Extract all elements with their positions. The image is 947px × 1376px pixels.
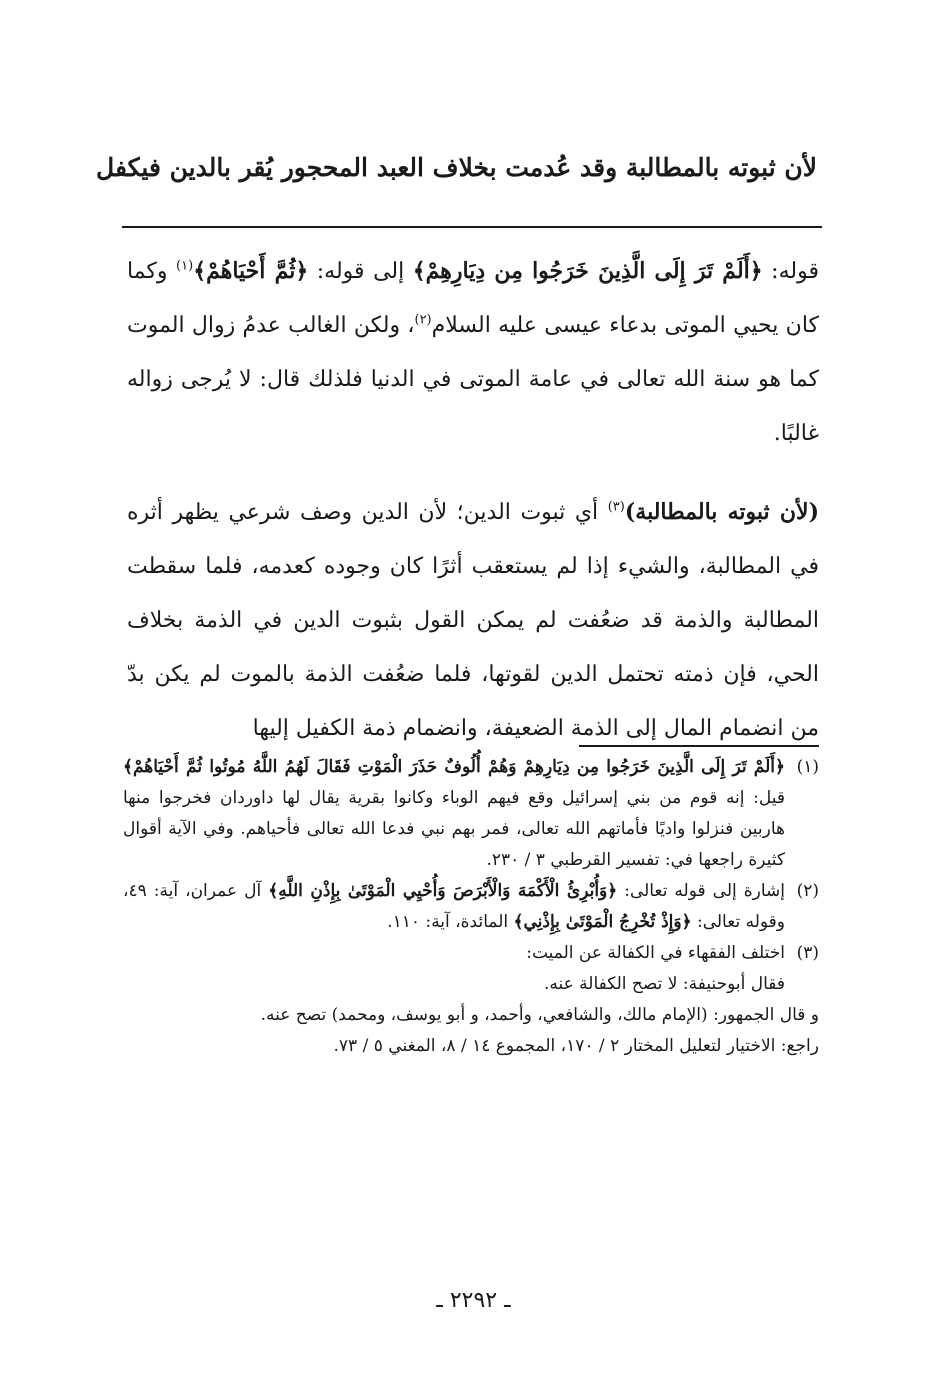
footnote-1-body (123, 752, 785, 876)
footnote-3-number: (٣) (796, 943, 819, 963)
quran-verse-1: ﴿أَلَمْ تَرَ إِلَى الَّذِينَ خَرَجُوا مِن دِيَارِهِمْ﴾ (412, 258, 763, 284)
footnote-2 (123, 876, 819, 938)
footnote-1-text: قيل: إنه قوم من بني إسرائيل وقع فيهم الوباء وكانوا بقرية يقال لها داوردان فخرجوا منها هاربين فنزلوا واديًا فأماتهم الله تعالى، فمر بهم نبي فدعا الله تعالى فأحياهم. وفي الآية أقوال كثيرة راجعها في: تفسير القرطبي ٣ / ٢٣٠. (123, 788, 785, 870)
paragraph-1 (127, 244, 819, 461)
header-divider (122, 226, 822, 228)
footnote-divider (579, 745, 819, 747)
footnote-3 (123, 938, 819, 1000)
quran-verse-2: ﴿ثُمَّ أَحْيَاهُمْ﴾ (193, 258, 309, 284)
footnotes-section (123, 752, 819, 1062)
footnote-3-line-1: اختلف الفقهاء في الكفالة عن الميت: (526, 943, 785, 963)
footnote-ref-3[interactable]: (٣) (607, 499, 625, 515)
header-text-line: لأن ثبوته بالمطالبة وقد عُدمت بخلاف العبد المحجور يُقر بالدين فيكفل (96, 153, 817, 182)
footnote-2-number: (٢) (796, 881, 819, 901)
para1-text-2: إلى قوله: (308, 259, 413, 284)
footnote-2-body (123, 876, 785, 938)
page-number: ـ ٢٢٩٢ ـ (436, 1288, 511, 1313)
para2-text: أي ثبوت الدين؛ لأن الدين وصف شرعي يظهر أثره في المطالبة، والشيء إذا لم يستعقب أثرًا كان وجوده كعدمه، فلما سقطت المطالبة والذمة قد ضعُفت لم يمكن القول بثبوت الدين في الذمة بخلاف الحي، فإن ذمته تحتمل الدين لقوتها، فلما ضعُفت الذمة بالموت لم يكن بدّ من انضمام المال إلى الذمة الضعيفة، وانضمام ذمة الكفيل إليها (127, 500, 819, 741)
footnote-1-number: (١) (796, 757, 819, 777)
footnote-2-text-3: المائدة، آية: ١١٠. (387, 912, 514, 932)
footnote-1 (123, 752, 819, 876)
footnote-2-quran-1: ﴿وَأُبْرِئُ الْأَكْمَهَ وَالْأَبْرَصَ وَأُحْيِي الْمَوْتَىٰ بِإِذْنِ اللَّهِ﴾ (268, 881, 618, 901)
footnote-3-line-2: فقال أبوحنيفة: لا تصح الكفالة عنه. (543, 974, 785, 994)
footnote-1-quran: ﴿أَلَمْ تَرَ إِلَى الَّذِينَ خَرَجُوا مِن دِيَارِهِمْ وَهُمْ أُلُوفٌ حَذَرَ الْمَوْتِ فَقَالَ لَهُمُ اللَّهُ مُوتُوا ثُمَّ أَحْيَاهُمْ﴾ (123, 757, 785, 777)
footnote-3-body (123, 938, 785, 1000)
paragraph-2 (127, 485, 819, 756)
footnote-3-continuation (123, 1000, 819, 1062)
main-commentary (127, 244, 819, 756)
footnote-3-line-3: و قال الجمهور: (الإمام مالك، والشافعي، وأحمد، و أبو يوسف، ومحمد) تصح عنه. (260, 1005, 819, 1025)
para1-text-1: قوله: (762, 259, 819, 284)
footnote-2-text-1: إشارة إلى قوله تعالى: (617, 881, 786, 901)
para1-text-3: وكما كان يحيي الموتى بدعاء عيسى عليه السلام (127, 259, 819, 338)
footnote-ref-2[interactable]: (٢) (414, 312, 432, 328)
matn-term: (لأن ثبوته بالمطالبة) (624, 499, 819, 525)
footnote-2-quran-2: ﴿وَإِذْ تُخْرِجُ الْمَوْتَىٰ بِإِذْنِي﴾ (513, 912, 692, 932)
footnote-2-text-2: آل عمران، آية: ٤٩، وقوله تعالى: (123, 881, 785, 932)
footnote-ref-1[interactable]: (١) (176, 258, 194, 274)
para1-text-4: ، ولكن الغالب عدمُ زوال الموت كما هو سنة الله تعالى في عامة الموتى في الدنيا فلذلك قال: لا يُرجى زواله غالبًا. (127, 313, 819, 446)
footnote-3-line-4: راجع: الاختيار لتعليل المختار ٢ / ١٧٠، المجموع ١٤ / ٨، المغني ٥ / ٧٣. (333, 1036, 819, 1056)
